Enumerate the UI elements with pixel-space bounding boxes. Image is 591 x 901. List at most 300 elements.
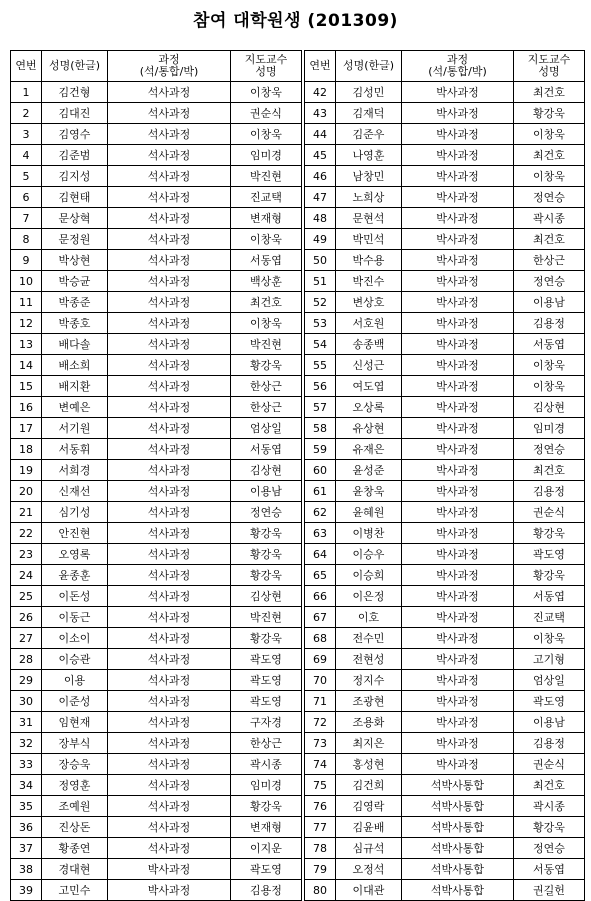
header-name: 성명(한글) [336,51,402,82]
table-row [305,502,585,523]
cell-advisor: 한상근 [231,733,302,754]
cell-advisor: 임미경 [231,145,302,166]
cell-name: 조용화 [336,712,402,733]
cell-name: 조광현 [336,691,402,712]
cell-name: 송종백 [336,334,402,355]
table-row [11,733,302,754]
cell-advisor: 한상근 [231,397,302,418]
table-row [305,145,585,166]
cell-advisor: 고기형 [514,649,585,670]
cell-name: 문정원 [42,229,108,250]
cell-course: 석사과정 [108,376,231,397]
cell-name: 장승욱 [42,754,108,775]
cell-course: 박사과정 [402,691,514,712]
cell-course: 석사과정 [108,586,231,607]
cell-course: 석사과정 [108,544,231,565]
cell-no: 4 [11,145,42,166]
cell-name: 진상돈 [42,817,108,838]
cell-name: 이호 [336,607,402,628]
cell-advisor: 이창욱 [231,124,302,145]
cell-course: 박사과정 [402,292,514,313]
cell-name: 서희경 [42,460,108,481]
cell-name: 문상혁 [42,208,108,229]
cell-name: 이승관 [42,649,108,670]
student-tables [10,50,584,897]
cell-course: 석사과정 [108,418,231,439]
cell-no: 55 [305,355,336,376]
cell-name: 나영훈 [336,145,402,166]
cell-course: 석박사통합 [402,817,514,838]
table-row [305,859,585,880]
header-advisor-line2: 성명 [255,65,277,78]
cell-name: 이승우 [336,544,402,565]
cell-advisor: 김용정 [514,733,585,754]
cell-no: 45 [305,145,336,166]
table-row [11,124,302,145]
cell-name: 이병찬 [336,523,402,544]
cell-no: 2 [11,103,42,124]
cell-course: 석박사통합 [402,838,514,859]
cell-no: 54 [305,334,336,355]
cell-name: 김준범 [42,145,108,166]
table-row [11,565,302,586]
cell-course: 석사과정 [108,439,231,460]
cell-no: 24 [11,565,42,586]
cell-no: 26 [11,607,42,628]
cell-advisor: 서동엽 [514,586,585,607]
cell-advisor: 엄상일 [231,418,302,439]
table-row [305,838,585,859]
cell-no: 7 [11,208,42,229]
cell-name: 박민석 [336,229,402,250]
cell-name: 김영수 [42,124,108,145]
table-row [305,82,585,103]
table-header-row [305,51,585,82]
table-row [11,502,302,523]
cell-advisor: 권순식 [231,103,302,124]
table-row [305,166,585,187]
cell-advisor: 곽도영 [514,544,585,565]
table-row [11,271,302,292]
cell-no: 11 [11,292,42,313]
cell-name: 김건형 [42,82,108,103]
cell-advisor: 정연승 [514,838,585,859]
table-row [11,187,302,208]
cell-name: 박진수 [336,271,402,292]
cell-name: 노희상 [336,187,402,208]
table-row [11,292,302,313]
cell-no: 14 [11,355,42,376]
cell-no: 20 [11,481,42,502]
cell-no: 39 [11,880,42,901]
cell-name: 이소이 [42,628,108,649]
cell-course: 박사과정 [402,544,514,565]
table-row [11,313,302,334]
cell-course: 석사과정 [108,187,231,208]
cell-name: 김성민 [336,82,402,103]
cell-name: 최지은 [336,733,402,754]
cell-advisor: 한상근 [514,250,585,271]
cell-name: 여도엽 [336,376,402,397]
cell-name: 이돈성 [42,586,108,607]
cell-name: 오영록 [42,544,108,565]
cell-course: 박사과정 [402,208,514,229]
cell-no: 74 [305,754,336,775]
cell-advisor: 황강욱 [514,523,585,544]
cell-course: 석사과정 [108,502,231,523]
cell-advisor: 김용정 [514,481,585,502]
cell-course: 석박사통합 [402,859,514,880]
table-row [11,544,302,565]
cell-advisor: 최건호 [514,460,585,481]
table-row [305,355,585,376]
cell-course: 석사과정 [108,481,231,502]
cell-no: 61 [305,481,336,502]
cell-name: 경대현 [42,859,108,880]
cell-advisor: 변재형 [231,208,302,229]
cell-no: 5 [11,166,42,187]
cell-course: 석사과정 [108,82,231,103]
student-table-right [304,50,585,901]
cell-no: 44 [305,124,336,145]
cell-no: 77 [305,817,336,838]
cell-no: 9 [11,250,42,271]
cell-course: 박사과정 [402,712,514,733]
cell-no: 67 [305,607,336,628]
cell-course: 석사과정 [108,817,231,838]
cell-name: 윤창욱 [336,481,402,502]
cell-course: 석사과정 [108,565,231,586]
cell-advisor: 서동엽 [514,334,585,355]
table-row [305,460,585,481]
cell-course: 석사과정 [108,754,231,775]
table-row [305,439,585,460]
cell-advisor: 황강욱 [231,796,302,817]
cell-name: 유상현 [336,418,402,439]
cell-course: 박사과정 [402,187,514,208]
cell-course: 석사과정 [108,250,231,271]
cell-advisor: 황강욱 [514,565,585,586]
table-row [305,649,585,670]
cell-advisor: 박진현 [231,166,302,187]
header-advisor [514,51,585,82]
cell-course: 박사과정 [402,271,514,292]
cell-name: 배지환 [42,376,108,397]
cell-advisor: 김용정 [514,313,585,334]
cell-advisor: 이용남 [514,292,585,313]
cell-name: 이동근 [42,607,108,628]
table-row [11,775,302,796]
cell-advisor: 황강욱 [231,523,302,544]
cell-course: 석사과정 [108,733,231,754]
table-row [11,607,302,628]
table-header-row [11,51,302,82]
cell-no: 28 [11,649,42,670]
cell-name: 박상현 [42,250,108,271]
cell-course: 석박사통합 [402,796,514,817]
table-row [11,145,302,166]
cell-course: 박사과정 [108,859,231,880]
cell-no: 21 [11,502,42,523]
cell-advisor: 김용정 [231,880,302,901]
table-row [11,649,302,670]
cell-name: 변상호 [336,292,402,313]
cell-advisor: 이창욱 [514,376,585,397]
table-row [305,565,585,586]
cell-course: 박사과정 [402,82,514,103]
cell-no: 62 [305,502,336,523]
cell-advisor: 이용남 [231,481,302,502]
cell-no: 33 [11,754,42,775]
cell-no: 8 [11,229,42,250]
cell-no: 46 [305,166,336,187]
header-advisor [231,51,302,82]
table-row [11,355,302,376]
cell-course: 박사과정 [402,502,514,523]
cell-course: 석사과정 [108,460,231,481]
cell-advisor: 임미경 [514,418,585,439]
cell-no: 42 [305,82,336,103]
cell-course: 석사과정 [108,649,231,670]
cell-no: 10 [11,271,42,292]
cell-advisor: 서동엽 [231,439,302,460]
cell-advisor: 진교택 [231,187,302,208]
cell-no: 16 [11,397,42,418]
cell-course: 석사과정 [108,124,231,145]
page-title: 참여 대학원생 (201309) [193,11,398,31]
table-row [305,208,585,229]
cell-name: 전수민 [336,628,402,649]
table-row [305,796,585,817]
cell-no: 38 [11,859,42,880]
cell-name: 이은정 [336,586,402,607]
cell-no: 23 [11,544,42,565]
cell-no: 37 [11,838,42,859]
cell-no: 6 [11,187,42,208]
cell-name: 김준우 [336,124,402,145]
cell-no: 64 [305,544,336,565]
cell-name: 김윤배 [336,817,402,838]
cell-no: 31 [11,712,42,733]
cell-advisor: 이창욱 [231,313,302,334]
cell-name: 신재선 [42,481,108,502]
cell-advisor: 이창욱 [231,82,302,103]
cell-course: 박사과정 [402,628,514,649]
cell-no: 76 [305,796,336,817]
table-row [11,817,302,838]
header-course-line1: 과정 [158,53,180,66]
cell-no: 30 [11,691,42,712]
cell-course: 박사과정 [402,649,514,670]
table-row [305,418,585,439]
cell-advisor: 정연승 [514,439,585,460]
cell-name: 전현성 [336,649,402,670]
table-row [305,670,585,691]
cell-name: 이대관 [336,880,402,901]
cell-course: 박사과정 [402,460,514,481]
cell-advisor: 김상현 [514,397,585,418]
table-row [11,229,302,250]
cell-course: 석사과정 [108,691,231,712]
cell-no: 51 [305,271,336,292]
header-course-line2: (석/통합/박) [139,65,199,78]
cell-no: 18 [11,439,42,460]
cell-advisor: 엄상일 [514,670,585,691]
table-row [11,103,302,124]
cell-advisor: 이창욱 [231,229,302,250]
cell-course: 박사과정 [402,586,514,607]
cell-course: 석사과정 [108,229,231,250]
cell-name: 이준성 [42,691,108,712]
cell-name: 정지수 [336,670,402,691]
cell-no: 34 [11,775,42,796]
table-row [305,229,585,250]
cell-course: 석사과정 [108,712,231,733]
cell-course: 박사과정 [402,103,514,124]
cell-no: 79 [305,859,336,880]
cell-name: 신성근 [336,355,402,376]
table-row [11,418,302,439]
cell-no: 57 [305,397,336,418]
cell-course: 박사과정 [402,166,514,187]
header-course [108,51,231,82]
cell-name: 안진현 [42,523,108,544]
cell-name: 박종호 [42,313,108,334]
cell-name: 조예원 [42,796,108,817]
table-row [11,712,302,733]
cell-name: 서동휘 [42,439,108,460]
table-row [11,523,302,544]
table-row [305,607,585,628]
table-row [305,628,585,649]
cell-course: 석박사통합 [402,775,514,796]
table-body-right [305,82,585,901]
cell-no: 50 [305,250,336,271]
cell-no: 35 [11,796,42,817]
cell-course: 박사과정 [402,313,514,334]
header-course-line2: (석/통합/박) [428,65,487,78]
cell-advisor: 황강욱 [231,628,302,649]
cell-course: 석사과정 [108,796,231,817]
cell-course: 박사과정 [402,145,514,166]
cell-no: 66 [305,586,336,607]
cell-name: 유재은 [336,439,402,460]
table-row [11,838,302,859]
cell-advisor: 황강욱 [514,103,585,124]
cell-no: 72 [305,712,336,733]
cell-name: 박종준 [42,292,108,313]
cell-advisor: 김상현 [231,460,302,481]
cell-no: 68 [305,628,336,649]
table-row [305,817,585,838]
cell-name: 오상록 [336,397,402,418]
cell-course: 석사과정 [108,145,231,166]
cell-no: 29 [11,670,42,691]
header-no: 연번 [11,51,42,82]
table-row [305,124,585,145]
cell-advisor: 백상훈 [231,271,302,292]
cell-no: 56 [305,376,336,397]
cell-course: 박사과정 [108,880,231,901]
cell-course: 석사과정 [108,628,231,649]
table-row [11,82,302,103]
cell-advisor: 최건호 [514,82,585,103]
cell-course: 석박사통합 [402,880,514,901]
cell-name: 김대진 [42,103,108,124]
cell-no: 49 [305,229,336,250]
cell-advisor: 이용남 [514,712,585,733]
cell-course: 석사과정 [108,775,231,796]
cell-advisor: 진교택 [514,607,585,628]
cell-no: 60 [305,460,336,481]
cell-course: 박사과정 [402,754,514,775]
table-row [11,250,302,271]
cell-no: 32 [11,733,42,754]
cell-no: 36 [11,817,42,838]
cell-advisor: 김상현 [231,586,302,607]
cell-no: 47 [305,187,336,208]
cell-no: 58 [305,418,336,439]
cell-advisor: 곽시종 [514,796,585,817]
cell-advisor: 최건호 [514,145,585,166]
cell-course: 박사과정 [402,565,514,586]
header-course-line1: 과정 [446,53,469,66]
table-row [11,754,302,775]
cell-name: 이승희 [336,565,402,586]
header-name: 성명(한글) [42,51,108,82]
cell-advisor: 곽도영 [514,691,585,712]
cell-no: 22 [11,523,42,544]
cell-course: 박사과정 [402,334,514,355]
cell-name: 임현재 [42,712,108,733]
cell-course: 박사과정 [402,397,514,418]
cell-no: 69 [305,649,336,670]
cell-no: 3 [11,124,42,145]
table-row [11,481,302,502]
cell-no: 48 [305,208,336,229]
cell-advisor: 권순식 [514,502,585,523]
table-row [305,586,585,607]
table-row [11,859,302,880]
cell-name: 윤성준 [336,460,402,481]
cell-name: 이용 [42,670,108,691]
cell-course: 박사과정 [402,355,514,376]
cell-advisor: 이창욱 [514,355,585,376]
table-row [305,481,585,502]
table-row [11,397,302,418]
table-row [305,292,585,313]
table-row [11,628,302,649]
cell-course: 석사과정 [108,670,231,691]
cell-advisor: 황강욱 [231,355,302,376]
cell-name: 심규석 [336,838,402,859]
cell-advisor: 한상근 [231,376,302,397]
cell-advisor: 박진현 [231,334,302,355]
cell-no: 27 [11,628,42,649]
cell-advisor: 최건호 [514,775,585,796]
table-row [305,523,585,544]
cell-no: 65 [305,565,336,586]
cell-course: 석사과정 [108,607,231,628]
cell-name: 남창민 [336,166,402,187]
cell-name: 윤종훈 [42,565,108,586]
cell-name: 서기원 [42,418,108,439]
cell-advisor: 최건호 [514,229,585,250]
cell-advisor: 곽도영 [231,670,302,691]
cell-course: 박사과정 [402,439,514,460]
cell-course: 석사과정 [108,523,231,544]
cell-course: 박사과정 [402,250,514,271]
